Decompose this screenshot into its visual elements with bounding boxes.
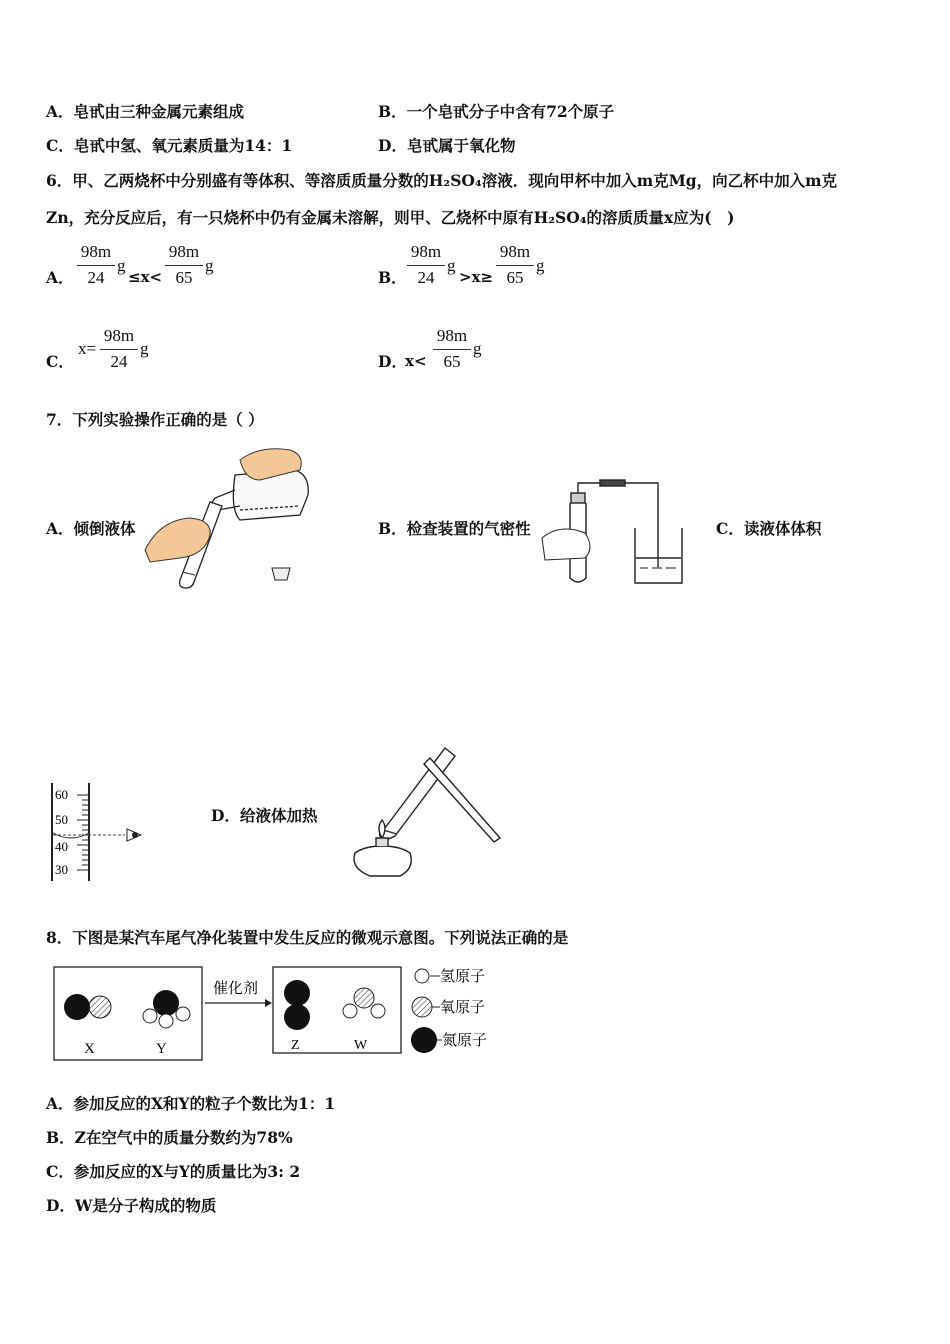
- q8-option-b: B．Z在空气中的质量分数约为78%: [46, 1128, 293, 1147]
- delivery-tube: [578, 483, 658, 568]
- flame-icon: [379, 820, 385, 838]
- molecule-x: [64, 994, 111, 1020]
- arrow-head-icon: [265, 999, 272, 1007]
- fraction-denominator: 65: [175, 268, 193, 287]
- rubber-hose: [600, 480, 625, 486]
- q6-b-fraction-left: [407, 242, 445, 290]
- fraction-numerator: 98m: [80, 242, 112, 261]
- rubber-stopper: [571, 493, 585, 503]
- q6-b-unit-right: g: [536, 256, 545, 275]
- q5-option-b: B．一个皂甙分子中含有72个原子: [378, 102, 615, 121]
- fraction-denominator: 24: [110, 352, 128, 371]
- q6-a-unit-left: g: [117, 256, 126, 275]
- fraction-bar: [496, 265, 534, 266]
- label-z: Z: [291, 1038, 300, 1053]
- q6-d-unit: g: [473, 339, 482, 358]
- fraction-numerator: 98m: [103, 326, 135, 345]
- molecule-y: [143, 990, 190, 1028]
- q6-option-b-label: B．: [378, 268, 407, 287]
- q6-a-fraction-left: [77, 242, 115, 290]
- tick-label-60: 60: [55, 787, 68, 802]
- fraction-bar: [77, 265, 115, 266]
- q6-b-unit-left: g: [447, 256, 456, 275]
- airtightness-check-figure: [540, 478, 690, 588]
- q6-a-relation: ≤x<: [128, 268, 163, 286]
- q6-d-relation: x<: [405, 352, 427, 370]
- q6-c-relation: x=: [78, 339, 97, 358]
- fraction-denominator: 24: [87, 268, 105, 287]
- q6-stem-line1: 6．甲、乙两烧杯中分别盛有等体积、等溶质质量分数的H₂SO₄溶液．现向甲杯中加入m克Mg，向乙杯中加入m克: [46, 171, 838, 190]
- alcohol-lamp: [354, 846, 411, 876]
- fraction-bar: [407, 265, 445, 266]
- q6-stem-line2: Zn，充分反应后，有一只烧杯中仍有金属未溶解，则甲、乙烧杯中原有H₂SO₄的溶质质量x应为( ): [46, 208, 735, 227]
- fraction-denominator: 24: [417, 268, 435, 287]
- fraction-bar: [165, 265, 203, 266]
- q5-option-a: A．皂甙由三种金属元素组成: [46, 102, 245, 121]
- fraction-numerator: 98m: [168, 242, 200, 261]
- tick-label-30: 30: [55, 862, 68, 877]
- molecule-w: [343, 988, 385, 1018]
- graduated-cylinder-figure: [45, 783, 155, 883]
- legend-hydrogen: [415, 967, 485, 985]
- fraction-denominator: 65: [506, 268, 524, 287]
- fraction-bar: [100, 349, 138, 350]
- label-y: Y: [156, 1041, 167, 1057]
- fraction-denominator: 65: [443, 352, 461, 371]
- legend-hydrogen-label: 氢原子: [440, 967, 486, 985]
- q6-option-a-label: A．: [46, 268, 74, 287]
- q7-option-b: B．检查装置的气密性: [378, 519, 531, 538]
- q6-c-unit: g: [140, 339, 149, 358]
- molecule-z: [284, 980, 310, 1030]
- pouring-liquid-figure: [140, 440, 310, 590]
- q5-option-c: C．皂甙中氢、氧元素质量为14：1: [46, 136, 293, 155]
- legend-oxygen-label: 氧原子: [440, 998, 486, 1016]
- eye-pupil-icon: [132, 832, 138, 838]
- test-tube-holder: [424, 758, 500, 842]
- q6-option-c-label: C．: [46, 352, 74, 371]
- tick-label-50: 50: [55, 812, 68, 827]
- q8-option-c: C．参加反应的X与Y的质量比为3: 2: [46, 1162, 301, 1181]
- q8-option-a: A．参加反应的X和Y的粒子个数比为1：1: [46, 1094, 336, 1113]
- legend-oxygen: [412, 997, 485, 1017]
- bottle-stopper: [272, 568, 290, 580]
- q6-c-fraction: [100, 326, 138, 374]
- q7-option-a: A．倾倒液体: [46, 519, 136, 538]
- q6-b-relation: >x≥: [459, 268, 494, 286]
- q7-option-d: D．给液体加热: [211, 806, 318, 825]
- scale-ticks: [77, 795, 89, 870]
- q6-d-fraction: [433, 326, 471, 374]
- fraction-numerator: 98m: [499, 242, 531, 261]
- fraction-numerator: 98m: [436, 326, 468, 345]
- q6-b-fraction-right: [496, 242, 534, 290]
- reaction-diagram: [50, 963, 520, 1063]
- q7-stem: 7．下列实验操作正确的是（ ）: [46, 410, 264, 429]
- q8-option-d: D．W是分子构成的物质: [46, 1196, 217, 1215]
- fraction-numerator: 98m: [410, 242, 442, 261]
- q8-stem: 8．下图是某汽车尾气净化装置中发生反应的微观示意图。下列说法正确的是: [46, 928, 569, 947]
- label-w: W: [354, 1038, 368, 1053]
- legend-nitrogen: [411, 1027, 487, 1053]
- hand-icon: [542, 529, 590, 560]
- heating-liquid-figure: [330, 738, 510, 883]
- label-x: X: [84, 1041, 95, 1057]
- q6-option-d-label: D．: [378, 352, 407, 371]
- fraction-bar: [433, 349, 471, 350]
- q6-a-unit-right: g: [205, 256, 214, 275]
- legend-nitrogen-label: 氮原子: [442, 1031, 488, 1049]
- tick-label-40: 40: [55, 839, 68, 854]
- q6-a-fraction-right: [165, 242, 203, 290]
- test-tube: [380, 748, 455, 839]
- q7-option-c: C．读液体体积: [716, 519, 822, 538]
- q5-option-d: D．皂甙属于氧化物: [378, 136, 516, 155]
- catalyst-label: 催化剂: [213, 979, 259, 997]
